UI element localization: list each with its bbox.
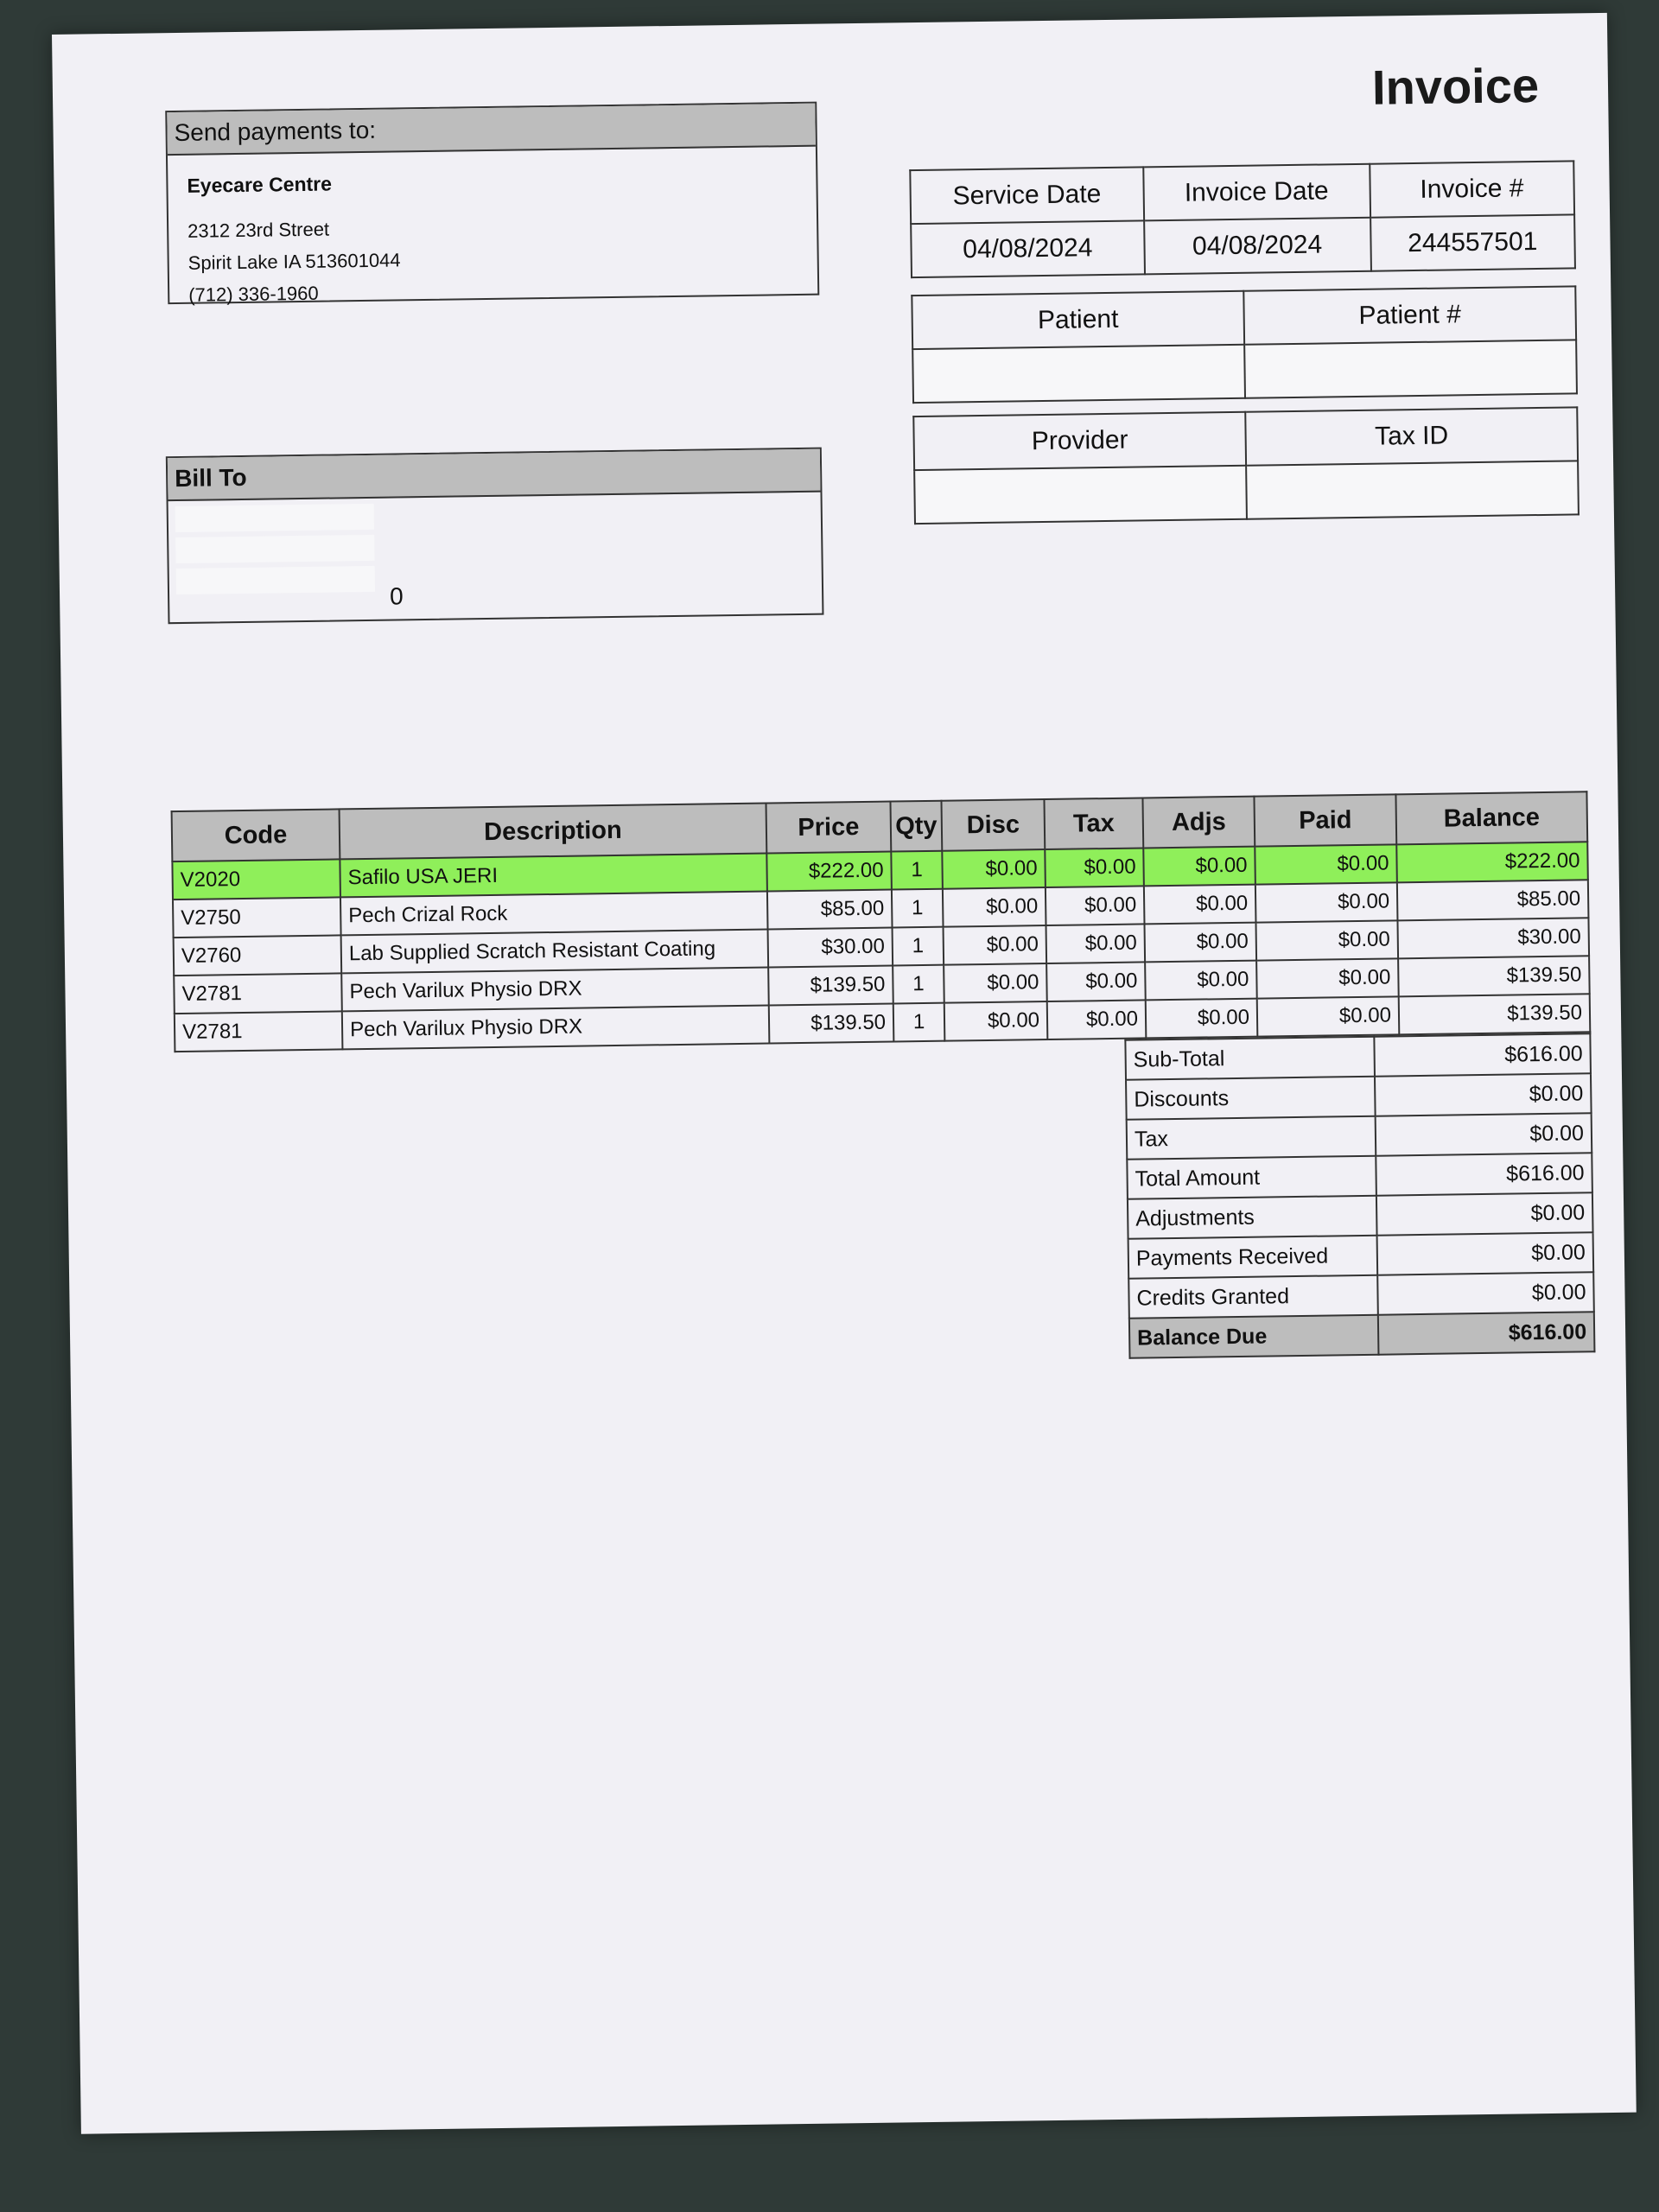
item-adjs: $0.00	[1143, 847, 1255, 887]
send-payments-heading: Send payments to:	[167, 104, 816, 156]
patient-table	[911, 285, 1578, 404]
item-balance: $30.00	[1397, 918, 1589, 958]
tax-id-redacted	[1246, 461, 1579, 518]
balance-due-label: Balance Due	[1129, 1315, 1379, 1358]
patient-number-redacted	[1244, 340, 1577, 397]
redacted-line	[175, 504, 374, 532]
tax-value: $0.00	[1376, 1113, 1592, 1155]
provider-label: Provider	[913, 412, 1246, 470]
totals-row	[1128, 1272, 1594, 1319]
item-code: V2020	[172, 859, 340, 899]
item-disc: $0.00	[944, 1001, 1048, 1041]
item-qty: 1	[893, 965, 944, 1004]
item-description: Lab Supplied Scratch Resistant Coating	[341, 930, 769, 974]
bill-to-heading: Bill To	[168, 449, 821, 502]
item-adjs: $0.00	[1144, 923, 1256, 963]
redacted-line	[175, 535, 374, 563]
col-price: Price	[766, 802, 892, 854]
col-description: Description	[340, 804, 767, 860]
item-disc: $0.00	[944, 925, 1047, 965]
item-description: Safilo USA JERI	[340, 854, 767, 898]
item-price: $85.00	[767, 890, 893, 930]
col-code: Code	[172, 809, 340, 861]
item-disc: $0.00	[943, 887, 1046, 927]
patient-redacted	[912, 345, 1245, 403]
balance-due-row	[1129, 1312, 1595, 1358]
discounts-label: Discounts	[1126, 1077, 1376, 1120]
item-disc: $0.00	[942, 849, 1046, 889]
provider-redacted	[914, 466, 1247, 524]
item-qty: 1	[893, 927, 944, 966]
totals-row	[1126, 1073, 1592, 1120]
bill-to-zip-fragment: 0	[389, 582, 404, 610]
service-date-value: 04/08/2024	[911, 220, 1144, 277]
col-balance: Balance	[1395, 791, 1587, 844]
invoice-date-label: Invoice Date	[1143, 164, 1370, 221]
credits-granted-label: Credits Granted	[1128, 1275, 1378, 1319]
item-adjs: $0.00	[1144, 885, 1256, 925]
item-code: V2750	[173, 897, 341, 938]
clinic-city: Spirit Lake IA 513601044	[188, 249, 401, 274]
invoice-title: Invoice	[1371, 57, 1540, 115]
clinic-phone: (712) 336-1960	[188, 282, 319, 306]
patient-number-label: Patient #	[1243, 286, 1576, 344]
totals-row	[1128, 1192, 1593, 1239]
subtotal-value: $616.00	[1374, 1033, 1591, 1076]
bill-to-box	[166, 448, 824, 625]
item-qty: 1	[891, 851, 943, 890]
tax-id-label: Tax ID	[1245, 407, 1578, 465]
clinic-address	[188, 207, 817, 311]
item-tax: $0.00	[1046, 962, 1146, 1001]
item-code: V2781	[174, 973, 342, 1014]
adjustments-label: Adjustments	[1128, 1196, 1377, 1239]
col-disc: Disc	[941, 799, 1045, 851]
item-balance: $85.00	[1397, 880, 1589, 920]
invoice-dates-table	[909, 160, 1576, 278]
item-adjs: $0.00	[1146, 999, 1258, 1039]
item-tax: $0.00	[1046, 886, 1145, 925]
total-amount-value: $616.00	[1376, 1153, 1592, 1195]
item-code: V2760	[174, 935, 342, 976]
credits-granted-value: $0.00	[1377, 1272, 1594, 1314]
send-payments-box	[165, 102, 819, 305]
item-tax: $0.00	[1046, 924, 1146, 963]
line-items-table	[171, 791, 1592, 1052]
invoice-date-value: 04/08/2024	[1144, 218, 1371, 275]
item-price: $30.00	[768, 928, 893, 968]
discounts-value: $0.00	[1375, 1073, 1592, 1116]
provider-table	[912, 406, 1580, 524]
balance-due-value: $616.00	[1378, 1312, 1595, 1354]
item-qty: 1	[893, 1003, 945, 1042]
col-adjs: Adjs	[1142, 797, 1255, 849]
item-tax: $0.00	[1047, 1000, 1147, 1039]
item-price: $139.50	[769, 1004, 894, 1044]
totals-row	[1128, 1232, 1594, 1279]
item-price: $139.50	[768, 966, 893, 1006]
item-paid: $0.00	[1257, 996, 1400, 1036]
subtotal-label: Sub-Total	[1125, 1037, 1375, 1080]
redacted-line	[176, 566, 375, 594]
item-code: V2781	[175, 1011, 343, 1052]
item-description: Pech Varilux Physio DRX	[341, 968, 769, 1012]
clinic-street: 2312 23rd Street	[188, 218, 330, 242]
col-paid: Paid	[1254, 794, 1396, 846]
col-tax: Tax	[1044, 798, 1143, 849]
item-paid: $0.00	[1255, 882, 1398, 922]
item-paid: $0.00	[1255, 920, 1398, 960]
total-amount-label: Total Amount	[1127, 1156, 1376, 1199]
invoice-paper	[52, 13, 1637, 2134]
item-balance: $139.50	[1398, 956, 1590, 996]
service-date-label: Service Date	[910, 167, 1143, 224]
item-balance: $139.50	[1399, 994, 1591, 1034]
payments-received-label: Payments Received	[1128, 1236, 1378, 1279]
adjustments-value: $0.00	[1376, 1192, 1593, 1235]
totals-row	[1125, 1033, 1591, 1080]
payments-received-value: $0.00	[1377, 1232, 1594, 1274]
totals-table	[1124, 1033, 1595, 1359]
item-tax: $0.00	[1045, 848, 1144, 887]
invoice-number-label: Invoice #	[1370, 161, 1574, 217]
patient-label: Patient	[912, 291, 1244, 349]
clinic-name: Eyecare Centre	[187, 172, 333, 197]
item-description: Pech Varilux Physio DRX	[342, 1006, 770, 1050]
totals-row	[1127, 1153, 1592, 1199]
item-price: $222.00	[766, 852, 892, 892]
col-qty: Qty	[890, 801, 942, 852]
item-paid: $0.00	[1256, 958, 1399, 998]
item-balance: $222.00	[1396, 842, 1588, 882]
totals-row	[1127, 1113, 1592, 1160]
invoice-number-value: 244557501	[1370, 214, 1575, 270]
item-disc: $0.00	[944, 963, 1047, 1003]
item-qty: 1	[892, 889, 944, 928]
item-paid: $0.00	[1255, 844, 1397, 884]
item-adjs: $0.00	[1145, 961, 1257, 1001]
item-description: Pech Crizal Rock	[340, 892, 768, 936]
tax-label: Tax	[1127, 1116, 1376, 1160]
